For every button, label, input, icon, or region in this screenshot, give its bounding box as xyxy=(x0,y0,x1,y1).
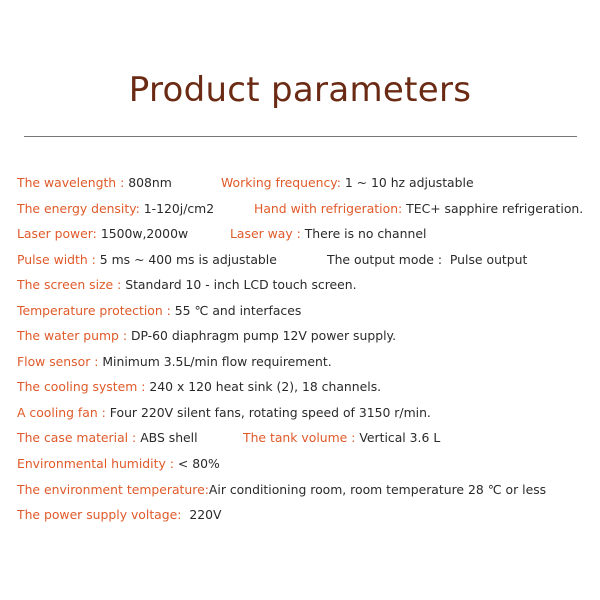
param-value: The output mode : Pulse output xyxy=(327,252,528,267)
param-value: 240 x 120 heat sink (2), 18 channels. xyxy=(149,379,382,394)
param-value: There is no channel xyxy=(304,226,427,241)
param-value: Minimum 3.5L/min flow requirement. xyxy=(102,354,332,369)
param-value: TEC+ sapphire refrigeration. xyxy=(402,201,584,216)
param-label: A cooling fan : xyxy=(17,405,110,420)
title-divider xyxy=(24,136,577,137)
param-value: 808nm xyxy=(128,175,172,190)
param-value: 1500w,2000w xyxy=(96,226,189,241)
param-label: The cooling system : xyxy=(17,379,150,394)
param-case-material xyxy=(17,428,198,448)
param-value: DP-60 diaphragm pump 12V power supply. xyxy=(130,328,397,343)
param-environment-temperature xyxy=(17,480,546,500)
param-label: The screen size : xyxy=(17,277,126,292)
param-label: The energy density: xyxy=(17,201,140,216)
param-laser-power xyxy=(17,224,188,244)
param-cooling-system xyxy=(17,377,381,397)
param-water-pump xyxy=(17,326,396,346)
param-environmental-humidity xyxy=(17,454,220,474)
param-cooling-fan xyxy=(17,403,431,423)
param-label: The tank volume : xyxy=(243,430,360,445)
param-label: Hand with refrigeration: xyxy=(254,201,403,216)
param-value: Standard 10 - inch LCD touch screen. xyxy=(125,277,357,292)
param-label: The water pump : xyxy=(17,328,131,343)
param-label: The environment temperature: xyxy=(17,482,209,497)
param-value: ABS shell xyxy=(140,430,198,445)
param-flow-sensor xyxy=(17,352,332,372)
param-laser-way xyxy=(230,224,426,244)
param-hand-refrigeration xyxy=(254,199,583,219)
param-value: Air conditioning room, room temperature 28 ℃ or less xyxy=(208,482,547,497)
param-output-mode xyxy=(327,250,527,270)
param-label: Working frequency: xyxy=(221,175,341,190)
param-wavelength xyxy=(17,173,172,193)
param-value: 55 ℃ and interfaces xyxy=(174,303,302,318)
param-value: Vertical 3.6 L xyxy=(359,430,441,445)
param-label: Environmental humidity : xyxy=(17,456,178,471)
page-title: Product parameters xyxy=(128,70,472,110)
param-tank-volume xyxy=(243,428,440,448)
param-energy-density xyxy=(17,199,214,219)
param-value: Four 220V silent fans, rotating speed of 3150 r/min. xyxy=(109,405,431,420)
param-working-frequency xyxy=(221,173,474,193)
param-power-supply-voltage xyxy=(17,505,221,525)
param-label: Laser power: xyxy=(17,226,97,241)
param-label: Laser way : xyxy=(230,226,305,241)
param-temperature-protection xyxy=(17,301,301,321)
param-value: 5 ms ~ 400 ms is adjustable xyxy=(99,252,277,267)
param-value: 220V xyxy=(185,507,222,522)
param-label: Pulse width : xyxy=(17,252,100,267)
param-label: The case material : xyxy=(17,430,141,445)
param-pulse-width xyxy=(17,250,277,270)
param-screen-size xyxy=(17,275,357,295)
param-label: Temperature protection : xyxy=(17,303,175,318)
param-label: The wavelength : xyxy=(17,175,129,190)
param-label: Flow sensor : xyxy=(17,354,103,369)
param-value: 1-120j/cm2 xyxy=(139,201,215,216)
param-value: 1 ~ 10 hz adjustable xyxy=(340,175,474,190)
param-value: < 80% xyxy=(177,456,220,471)
param-label: The power supply voltage: xyxy=(17,507,186,522)
